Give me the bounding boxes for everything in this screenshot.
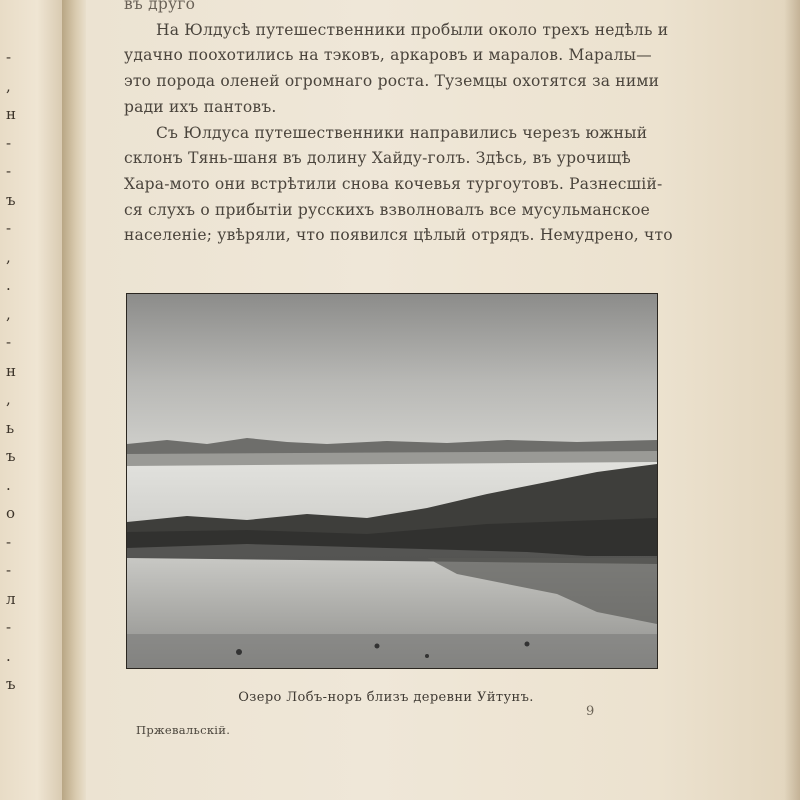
left-page-edge-char: ъ	[6, 675, 16, 693]
left-page-edge-char: -	[6, 162, 12, 180]
page-number: 9	[586, 704, 595, 719]
text-line: удачно поохотились на тэковъ, аркаровъ и маралов. Маралы—	[124, 46, 652, 65]
book-gutter	[62, 0, 86, 800]
left-page-edge-char: ь	[6, 418, 15, 437]
left-page-edge-char: -	[6, 618, 12, 636]
left-page-edge-char: ъ	[6, 447, 16, 465]
left-page-edge-char: ,	[6, 390, 11, 408]
left-page-edge-char: ъ	[6, 190, 16, 209]
left-page-edge-char: ,	[6, 76, 11, 95]
left-page-edge-char: л	[6, 589, 16, 608]
lake-photograph	[126, 293, 658, 669]
left-page-edge-char: -	[6, 532, 12, 551]
book-page	[86, 0, 800, 800]
paragraph-1	[124, 18, 684, 121]
footer-signature: Пржевальскій.	[136, 723, 231, 737]
paragraph-2	[124, 121, 684, 250]
left-page-edge-char: -	[6, 561, 12, 579]
figure-caption: Озеро Лобъ-норъ близъ деревни Уйтунъ.	[238, 690, 534, 705]
left-page-edge-char: -	[6, 48, 12, 66]
text-line: Съ Юлдуса путешественники направились черезъ южный	[156, 123, 648, 142]
page-shadow-edge	[784, 0, 800, 800]
left-page-edge-char: -	[6, 133, 12, 152]
body-text	[124, 0, 684, 249]
left-page-edge-char: ,	[6, 304, 11, 323]
left-page-edge-char: .	[6, 646, 11, 665]
left-page-edge	[0, 0, 62, 800]
left-page-edge-char: о	[6, 504, 16, 522]
left-page-edge-char: .	[6, 276, 11, 294]
text-line: ся слухъ о прибытіи русскихъ взволновалъ все мусульманское	[124, 200, 651, 219]
top-fragment-line: въ друго	[124, 0, 196, 13]
left-page-edge-char: -	[6, 219, 12, 237]
text-line: склонъ Тянь-шаня въ долину Хайду-голъ. Здѣсь, въ урочищѣ	[124, 149, 631, 168]
left-page-edge-char: н	[6, 361, 16, 380]
left-page-edge-char: ,	[6, 247, 11, 266]
text-line: Хара-мото они встрѣтили снова кочевья тургоутовъ. Разнесшій-	[124, 174, 663, 193]
text-line: ради ихъ пантовъ.	[124, 97, 277, 116]
left-page-edge-char: н	[6, 105, 16, 123]
left-page-edge-char: .	[6, 475, 11, 494]
text-line: населеніе; увѣряли, что появился цѣлый отрядъ. Немудрено, что	[124, 226, 673, 245]
text-line: На Юлдусѣ путешественники пробыли около трехъ недѣль и	[156, 20, 669, 39]
left-page-edge-char: -	[6, 333, 12, 351]
text-line: это порода оленей огромнаго роста. Туземцы охотятся за ними	[124, 72, 660, 91]
